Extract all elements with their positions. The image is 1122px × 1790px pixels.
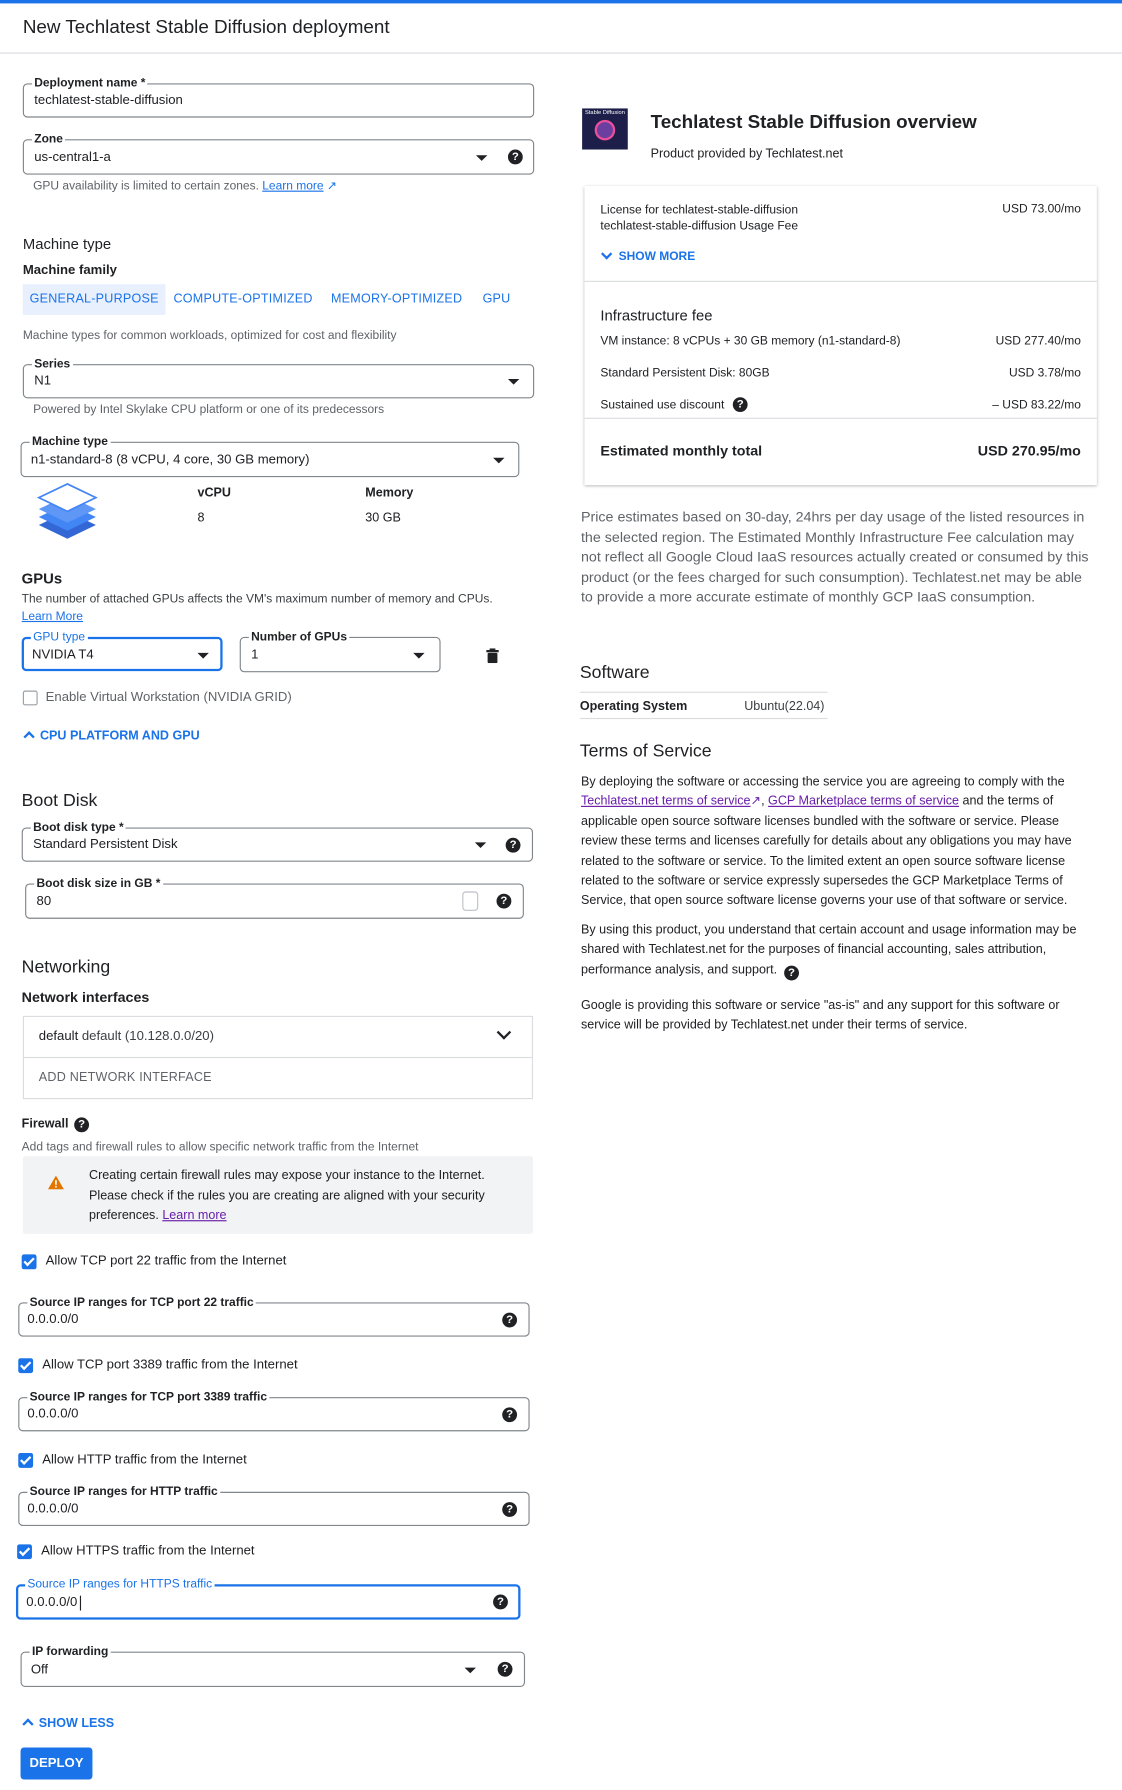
- techlatest-tos-link[interactable]: Techlatest.net terms of service: [580, 794, 751, 809]
- chevron-down-icon: [493, 458, 504, 464]
- chevron-down-icon: [475, 842, 486, 848]
- machine-type-value: n1-standard-8 (8 vCPU, 4 core, 30 GB memory): [30, 453, 310, 467]
- os-value: Ubuntu(22.04): [744, 699, 825, 714]
- chevron-down-icon: [497, 1025, 512, 1040]
- total-label: Estimated monthly total: [600, 442, 763, 459]
- series-select[interactable]: [23, 357, 534, 398]
- help-icon[interactable]: ?: [498, 1662, 513, 1677]
- deploy-button[interactable]: DEPLOY: [21, 1747, 93, 1779]
- divider: [580, 692, 828, 693]
- zone-learn-more-link[interactable]: Learn more: [262, 179, 324, 193]
- gpu-type-value: NVIDIA T4: [31, 648, 94, 663]
- gpu-type-label: GPU type: [31, 629, 88, 645]
- provider-text: Product provided by Techlatest.net: [650, 147, 844, 161]
- boot-disk-type-select[interactable]: [22, 820, 533, 862]
- tab-memory-optimized[interactable]: MEMORY-OPTIMIZED: [330, 292, 463, 306]
- disk-price: USD 3.78/mo: [1008, 366, 1081, 381]
- https-source-input[interactable]: [16, 1577, 520, 1619]
- http-source-value: 0.0.0.0/0: [27, 1502, 79, 1516]
- gpus-desc: The number of attached GPUs affects the VM's maximum number of memory and CPUs.: [21, 592, 493, 607]
- ip-forwarding-value: Off: [30, 1663, 49, 1677]
- external-link-icon: ↗: [323, 179, 337, 193]
- help-icon[interactable]: ?: [784, 965, 799, 980]
- machine-layers-icon: [37, 482, 99, 541]
- gcp-marketplace-tos-link[interactable]: GCP Marketplace terms of service: [768, 794, 960, 809]
- page-title: New Techlatest Stable Diffusion deployment: [22, 17, 390, 38]
- tcp22-source-input[interactable]: [18, 1295, 529, 1336]
- http-source-label: Source IP ranges for HTTP traffic: [27, 1484, 220, 1500]
- chevron-up-icon: [22, 1718, 33, 1729]
- cpu-platform-toggle[interactable]: CPU PLATFORM AND GPU: [23, 729, 200, 743]
- chevron-down-icon: [508, 379, 519, 385]
- tab-compute-optimized[interactable]: COMPUTE-OPTIMIZED: [173, 292, 313, 306]
- allow-tcp3389-label: Allow TCP port 3389 traffic from the Internet: [42, 1358, 298, 1372]
- deployment-name-value: techlatest-stable-diffusion: [34, 93, 183, 108]
- warning-icon: [48, 1176, 64, 1190]
- series-hint: Powered by Intel Skylake CPU platform or one of its predecessors: [33, 402, 385, 417]
- machine-family-label: Machine family: [22, 263, 117, 278]
- tab-gpu[interactable]: GPU: [482, 292, 511, 306]
- virtual-workstation-label: Enable Virtual Workstation (NVIDIA GRID): [45, 690, 292, 705]
- disk-label: Standard Persistent Disk: 80GB: [600, 366, 770, 381]
- license-price: USD 73.00/mo: [1002, 202, 1081, 216]
- firewall-warning-box: [23, 1156, 533, 1234]
- tcp22-source-label: Source IP ranges for TCP port 22 traffic: [27, 1294, 256, 1310]
- license-label: License for techlatest-stable-diffusion techlatest-stable-diffusion Usage Fee: [600, 203, 799, 233]
- deployment-name-field[interactable]: [23, 76, 534, 117]
- machine-type-select[interactable]: [21, 434, 520, 477]
- chevron-down-icon: [197, 653, 208, 659]
- gpu-count-value: 1: [251, 648, 259, 663]
- os-label: Operating System: [579, 699, 688, 714]
- zone-value: us-central1-a: [34, 150, 111, 165]
- memory-label: Memory: [365, 486, 414, 500]
- tcp3389-source-value: 0.0.0.0/0: [27, 1407, 79, 1422]
- show-more-toggle[interactable]: SHOW MORE: [603, 250, 696, 264]
- vm-instance-label: VM instance: 8 vCPUs + 30 GB memory (n1-standard-8): [600, 334, 901, 349]
- boot-disk-heading: Boot Disk: [21, 790, 98, 811]
- chevron-down-icon: [476, 155, 487, 161]
- gpus-heading: GPUs: [21, 569, 63, 587]
- gpus-learn-more-link[interactable]: Learn More: [21, 609, 83, 624]
- divider: [584, 281, 1096, 282]
- machine-type-label: Machine type: [30, 434, 111, 450]
- boot-disk-type-value: Standard Persistent Disk: [33, 837, 178, 852]
- chevron-down-icon: [601, 248, 612, 259]
- show-less-toggle[interactable]: SHOW LESS: [22, 1717, 114, 1731]
- estimate-note: Price estimates based on 30-day, 24hrs per day usage of the listed resources in the selected region. The Estimated Monthly Infrastructure Fee calculation may not reflect all Google Cloud IaaS resources actually created or consumed by this product (or the fees charged for such consumption). Techlatest.net may be able to provide a more accurate estimate of monthly GCP IaaS consumption.: [580, 509, 1089, 605]
- allow-http-checkbox[interactable]: [18, 1453, 33, 1468]
- tos-paragraph-3: Google is providing this software or service "as-is" and any support for this software or service will be provided by Techlatest.net under their terms of service.: [580, 998, 1060, 1033]
- tos-paragraph-1: By deploying the software or accessing the service you are agreeing to comply with the Techlatest.net terms of service↗, GCP Marketplace terms of service and the terms of applicable open source software licenses bundled with the software or service. Please review these terms and licenses carefully for details about any obligations you may have related to the software or service. To the limited extent an open source software license related to the software or service expressly supersedes the GCP Marketplace Terms of Service, that open source software license governs your use of that software or service.: [580, 775, 1072, 908]
- firewall-label: Firewall: [21, 1117, 69, 1132]
- allow-tcp22-label: Allow TCP port 22 traffic from the Internet: [45, 1254, 287, 1269]
- chevron-down-icon: [413, 653, 424, 659]
- allow-http-label: Allow HTTP traffic from the Internet: [42, 1453, 247, 1467]
- chevron-up-icon: [23, 731, 34, 742]
- discount-label: Sustained use discount: [600, 398, 725, 413]
- zone-label: Zone: [32, 131, 65, 147]
- virtual-workstation-checkbox[interactable]: [23, 691, 38, 706]
- help-icon[interactable]: ?: [497, 894, 512, 909]
- help-icon[interactable]: ?: [493, 1595, 508, 1610]
- machine-type-heading: Machine type: [22, 235, 112, 253]
- ip-forwarding-label: IP forwarding: [30, 1644, 111, 1660]
- allow-tcp3389-checkbox[interactable]: [18, 1358, 33, 1373]
- tcp3389-source-label: Source IP ranges for TCP port 3389 traffic: [27, 1389, 269, 1405]
- product-logo: Stable Diffusion: [582, 108, 628, 149]
- series-label: Series: [32, 356, 73, 372]
- boot-disk-size-value: 80: [36, 894, 52, 909]
- pricing-card: [584, 186, 1096, 485]
- boot-disk-type-label: Boot disk type *: [31, 820, 126, 836]
- networking-heading: Networking: [21, 957, 111, 978]
- iface-detail: default (10.128.0.0/20): [81, 1029, 214, 1044]
- https-source-value: 0.0.0.0/0: [26, 1595, 78, 1610]
- discount-price: – USD 83.22/mo: [992, 398, 1081, 413]
- help-icon[interactable]: ?: [502, 1407, 517, 1422]
- memory-value: 30 GB: [365, 511, 401, 526]
- divider: [580, 718, 828, 719]
- tos-heading: Terms of Service: [579, 741, 712, 762]
- https-source-label: Source IP ranges for HTTPS traffic: [25, 1576, 214, 1592]
- machine-family-desc: Machine types for common workloads, optimized for cost and flexibility: [22, 328, 397, 343]
- firewall-desc: Add tags and firewall rules to allow specific network traffic from the Internet: [21, 1140, 419, 1154]
- iface-name: default: [38, 1029, 79, 1044]
- network-interface-panel: [23, 1016, 533, 1099]
- software-heading: Software: [579, 663, 650, 683]
- gpu-type-select[interactable]: [22, 630, 223, 671]
- ip-forwarding-select[interactable]: [21, 1644, 525, 1687]
- boot-disk-size-input[interactable]: [25, 876, 524, 918]
- help-icon[interactable]: ?: [74, 1117, 89, 1132]
- overview-title: Techlatest Stable Diffusion overview: [650, 111, 977, 133]
- title-bar: [0, 3, 1122, 53]
- warning-learn-more-link[interactable]: Learn more: [162, 1208, 227, 1223]
- vm-instance-price: USD 277.40/mo: [995, 334, 1081, 349]
- network-interface-row[interactable]: [24, 1017, 532, 1058]
- vcpu-label: vCPU: [197, 486, 231, 500]
- help-icon[interactable]: ?: [733, 397, 748, 412]
- allow-https-label: Allow HTTPS traffic from the Internet: [41, 1544, 255, 1559]
- total-price: USD 270.95/mo: [977, 442, 1081, 459]
- gpu-count-select[interactable]: [240, 630, 441, 672]
- divider: [584, 418, 1096, 419]
- tos-paragraph-2: By using this product, you understand that certain account and usage information may be shared with Techlatest.net for the purposes of financial accounting, sales attribution, performance analysis, and support. ?: [580, 923, 1077, 980]
- external-link-icon: ↗: [750, 794, 762, 809]
- allow-https-checkbox[interactable]: [17, 1544, 32, 1559]
- network-interfaces-label: Network interfaces: [21, 989, 150, 1006]
- help-icon[interactable]: ?: [502, 1502, 517, 1517]
- series-value: N1: [34, 374, 52, 389]
- help-icon[interactable]: ?: [502, 1313, 517, 1328]
- zone-select[interactable]: [23, 132, 534, 174]
- help-icon[interactable]: ?: [508, 150, 523, 165]
- vcpu-value: 8: [197, 511, 205, 526]
- add-network-interface-button[interactable]: ADD NETWORK INTERFACE: [38, 1070, 212, 1085]
- http-source-input[interactable]: [18, 1484, 529, 1526]
- tab-general-purpose[interactable]: GENERAL-PURPOSE: [23, 284, 166, 315]
- gpu-count-label: Number of GPUs: [249, 629, 349, 645]
- chevron-down-icon: [465, 1668, 476, 1674]
- firewall-warning-text: Creating certain firewall rules may expose your instance to the Internet. Please check if the rules you are creating are aligned with your security preferences. Learn more: [89, 1168, 485, 1223]
- zone-hint: GPU availability is limited to certain zones. Learn more ↗: [33, 179, 337, 193]
- tcp3389-source-input[interactable]: [18, 1390, 529, 1431]
- text-cursor: [80, 1596, 81, 1611]
- deployment-name-label: Deployment name *: [32, 75, 148, 91]
- delete-icon[interactable]: [486, 648, 499, 663]
- tcp22-source-value: 0.0.0.0/0: [27, 1312, 79, 1327]
- allow-tcp22-checkbox[interactable]: [22, 1254, 37, 1269]
- boot-disk-size-label: Boot disk size in GB *: [34, 875, 162, 891]
- infrastructure-fee-heading: Infrastructure fee: [600, 307, 713, 325]
- help-icon[interactable]: ?: [506, 838, 521, 853]
- number-stepper[interactable]: [462, 891, 478, 910]
